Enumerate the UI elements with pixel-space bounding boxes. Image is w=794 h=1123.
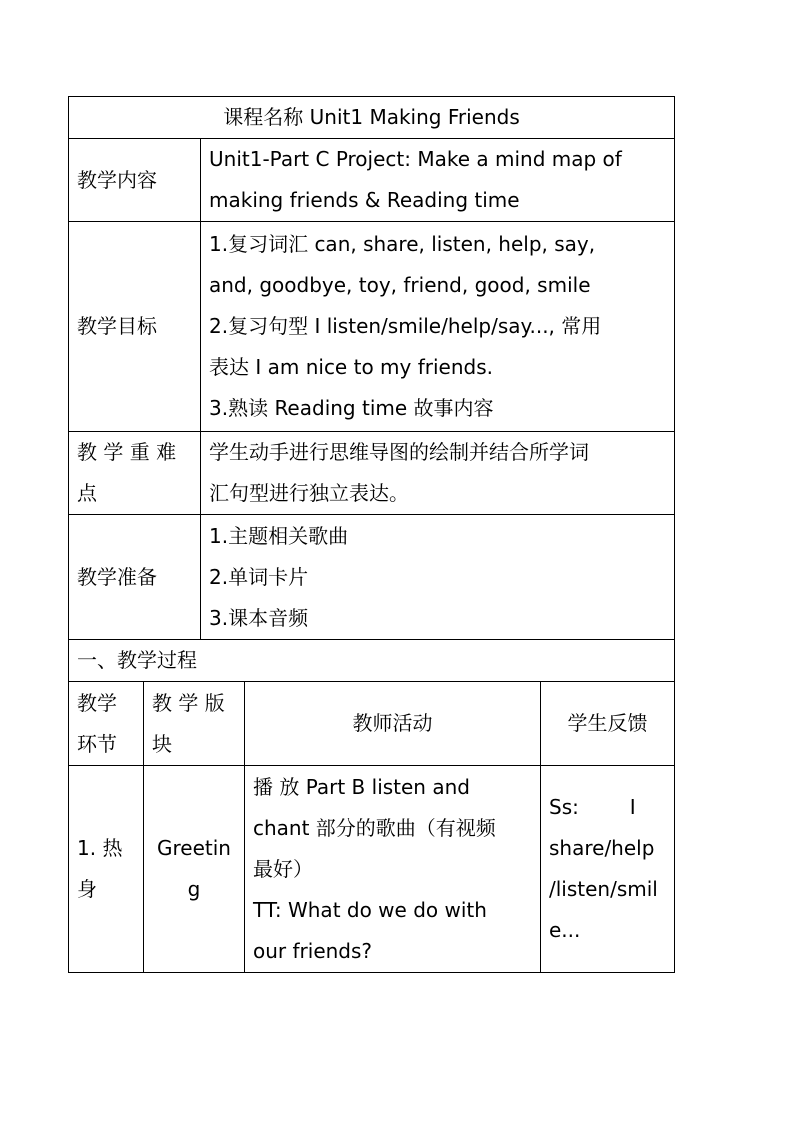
- key-points-line: 汇句型进行独立表达。: [209, 481, 409, 505]
- preparation-value: [201, 515, 675, 640]
- goal-line: 1.复习词汇 can, share, listen, help, say,: [209, 232, 596, 256]
- content-row: [69, 139, 675, 222]
- stage-header: [69, 682, 144, 766]
- step-stage-line: 1. 热: [77, 836, 123, 860]
- step-module-line: Greetin: [157, 836, 231, 860]
- goal-line: 表达 I am nice to my friends.: [209, 355, 493, 379]
- key-points-row: [69, 432, 675, 515]
- lesson-plan-table: [68, 96, 675, 973]
- content-value: [201, 139, 675, 222]
- process-header-row: [69, 682, 675, 766]
- preparation-line: 3.课本音频: [209, 605, 309, 630]
- stage-header-line: 教学: [77, 690, 117, 715]
- preparation-row: [69, 515, 675, 640]
- teacher-activity-line: chant 部分的歌曲（有视频: [253, 815, 496, 840]
- stage-header-line: 环节: [77, 731, 117, 756]
- preparation-line: 1.主题相关歌曲: [209, 523, 349, 548]
- step-row: [69, 766, 675, 973]
- key-points-label: [69, 432, 201, 515]
- teacher-header: 教师活动: [245, 682, 541, 766]
- key-points-label-line: 点: [77, 481, 97, 505]
- title-row: [69, 97, 675, 139]
- process-heading-row: [69, 640, 675, 682]
- goal-line: and, goodbye, toy, friend, good, smile: [209, 273, 591, 297]
- key-points-value: [201, 432, 675, 515]
- goals-label: 教学目标: [69, 222, 201, 432]
- student-feedback-line: e...: [549, 918, 581, 942]
- goal-line: 3.熟读 Reading time 故事内容: [209, 396, 494, 420]
- module-header-line: 教 学 版: [152, 690, 225, 715]
- step-module-line: g: [187, 877, 201, 901]
- content-line: Unit1-Part C Project: Make a mind map of: [209, 147, 622, 171]
- student-header: 学生反馈: [541, 682, 675, 766]
- module-header: [144, 682, 245, 766]
- module-header-line: 块: [152, 731, 172, 756]
- key-points-label-line: 教 学 重 难: [77, 440, 177, 464]
- course-title: 课程名称 Unit1 Making Friends: [69, 97, 675, 139]
- teacher-activity-line: 播 放 Part B listen and: [253, 774, 470, 799]
- goals-value: [201, 222, 675, 432]
- step-stage: [69, 766, 144, 973]
- preparation-label: 教学准备: [69, 515, 201, 640]
- teacher-activity-line: TT: What do we do with: [253, 897, 487, 922]
- student-feedback-line: /listen/smil: [549, 877, 658, 901]
- step-teacher-activity: [245, 766, 541, 973]
- key-points-line: 学生动手进行思维导图的绘制并结合所学词: [209, 440, 589, 464]
- teacher-activity-line: 最好）: [253, 856, 313, 881]
- content-label: 教学内容: [69, 139, 201, 222]
- teacher-activity-line: our friends?: [253, 938, 373, 963]
- student-feedback-line: share/help: [549, 836, 655, 860]
- preparation-line: 2.单词卡片: [209, 564, 309, 589]
- step-stage-line: 身: [77, 877, 97, 901]
- process-heading: 一、教学过程: [69, 640, 675, 682]
- goals-row: [69, 222, 675, 432]
- content-line: making friends & Reading time: [209, 188, 520, 212]
- student-feedback-line: Ss: I: [549, 795, 636, 819]
- step-student-feedback: [541, 766, 675, 973]
- step-module: [144, 766, 245, 973]
- goal-line: 2.复习句型 I listen/smile/help/say..., 常用: [209, 314, 602, 338]
